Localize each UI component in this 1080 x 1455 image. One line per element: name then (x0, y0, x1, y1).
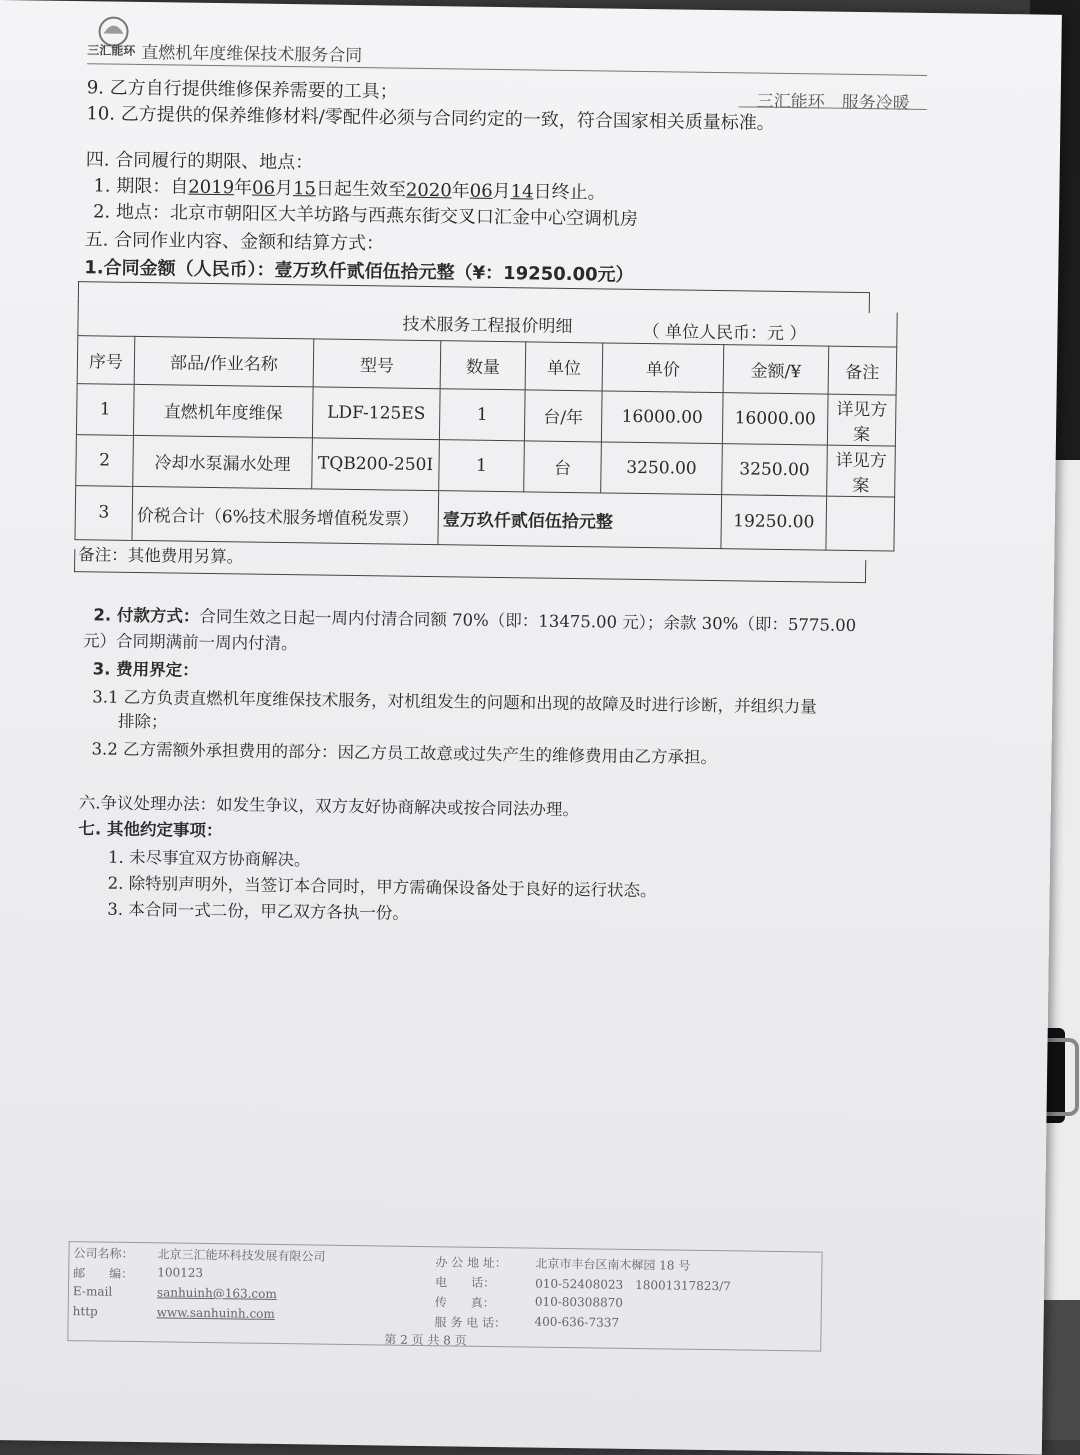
cell-total-amount: 19250.00 (721, 494, 827, 549)
month-label: 月 (274, 177, 294, 200)
cell-total-no: 3 (75, 485, 133, 540)
section7-item: 1. 未尽事宜双方协商解决。 (107, 847, 311, 870)
footer-email-label: E-mail (72, 1284, 113, 1299)
cell-amount: 3250.00 (722, 443, 828, 495)
cell-name: 冷却水泵漏水处理 (133, 435, 313, 488)
end-suffix: 日终止。 (533, 181, 606, 204)
cell-remark: 详见方案 (827, 445, 896, 497)
amount-label: 1.合同金额（人民币）： (84, 257, 275, 281)
footer-service-label: 服 务 电 话： (434, 1315, 507, 1331)
footer-office-label: 办 公 地 址： (435, 1255, 507, 1271)
col-header-price: 单价 (602, 342, 724, 392)
item-9: 9. 乙方自行提供维修保养需要的工具； (86, 77, 398, 103)
item-10: 10. 乙方提供的保养维修材料/零配件必须与合同约定的一致，符合国家相关质量标准。 (86, 103, 775, 134)
cell-unit: 台 (524, 440, 602, 492)
cell-no: 1 (76, 383, 134, 435)
col-header-model: 型号 (313, 338, 441, 388)
cell-unit: 台/年 (524, 389, 602, 441)
fees-heading: 3. 费用界定： (92, 659, 199, 680)
section7-item: 2. 除特别声明外，当签订本合同时，甲方需确保设备处于良好的运行状态。 (107, 873, 657, 901)
col-header-name: 部品/作业名称 (134, 336, 314, 386)
clause-3-1-cont: 排除； (117, 711, 168, 732)
section6-text: 六.争议处理办法：如发生争议，双方友好协商解决或按合同法办理。 (78, 793, 580, 820)
cell-price: 16000.00 (601, 390, 723, 443)
end-day: 14 (510, 181, 534, 203)
footer-fax-label: 传 真： (434, 1295, 495, 1311)
section7-item: 3. 本合同一式二份，甲乙双方各执一份。 (107, 899, 409, 923)
clause-3-1: 3.1 乙方负责直燃机年度维保技术服务，对机组发生的问题和出现的故障及时进行诊断，并组织力量 (92, 687, 817, 717)
section7-heading: 七. 其他约定事项： (78, 819, 223, 841)
year-label: 年 (233, 177, 253, 199)
footer-http-label: http (72, 1304, 98, 1319)
footer-phone: 010-52408023 18001317823/7 (535, 1276, 731, 1294)
year-label-2: 年 (451, 180, 470, 202)
cell-model: LDF-125ES (312, 386, 440, 439)
payment-text: 合同生效之日起一周内付清合同额 70%（即：13475.00 元）；余款 30%（即：5775.00 (199, 606, 857, 636)
cell-name: 直燃机年度维保 (133, 384, 313, 437)
cell-total-words: 壹万玖仟贰佰伍拾元整 (438, 490, 722, 548)
col-header-qty: 数量 (440, 340, 526, 389)
table-unit-note: （ 单位人民币：元 ） (642, 322, 807, 345)
header-brand: 三汇能环 (87, 43, 136, 58)
footer-company: 北京三汇能环科技发展有限公司 (157, 1247, 326, 1264)
cell-qty: 1 (439, 439, 525, 491)
end-month: 06 (469, 180, 493, 202)
header-title: 直燃机年度维保技术服务合同 (141, 42, 363, 67)
cell-total-remark (826, 496, 895, 551)
cell-price: 3250.00 (601, 441, 723, 494)
table-title: 技术服务工程报价明细 (402, 314, 573, 338)
col-header-remark: 备注 (828, 346, 897, 395)
start-month: 06 (251, 177, 276, 199)
footer-service: 400-636-7337 (534, 1314, 620, 1330)
footer-phone-label: 电 话： (435, 1275, 496, 1291)
payment-line2: 元）合同期满前一周内付清。 (82, 631, 298, 654)
cell-qty: 1 (439, 388, 525, 440)
end-year: 2020 (405, 179, 452, 202)
section4-heading: 四. 合同履行的期限、地点： (85, 149, 314, 174)
footer-website-link[interactable]: www.sanhuinh.com (156, 1305, 275, 1321)
amount-value: 壹万玖仟贰佰伍拾元整（¥：19250.00元） (274, 259, 634, 286)
start-day: 15 (292, 178, 317, 200)
cell-no: 2 (76, 434, 134, 486)
section5-heading: 五. 合同作业内容、金额和结算方式： (84, 229, 385, 255)
quote-table (74, 301, 897, 551)
clause-3-2: 3.2 乙方需额外承担费用的部分：因乙方员工故意或过失产生的维修费用由乙方承担。 (91, 739, 718, 768)
table-remark: 备注：其他费用另算。 (78, 545, 244, 567)
col-header-amount: 金额/¥ (723, 344, 829, 393)
col-header-no: 序号 (77, 335, 135, 384)
month-label-2: 月 (492, 180, 511, 203)
col-header-unit: 单位 (525, 341, 603, 390)
footer-fax: 010-80308870 (534, 1294, 624, 1310)
term-prefix: 1. 期限：自 (93, 175, 189, 198)
cell-total-label: 价税合计（6%技术服务增值税发票） (132, 486, 439, 544)
cell-model: TQB200-250I (312, 437, 440, 490)
start-suffix: 日起生效至 (315, 178, 407, 201)
page-number: 第 2 页 共 8 页 (384, 1332, 467, 1348)
payment-heading: 2. 付款方式： (93, 605, 200, 626)
footer-zip-label: 邮 编： (73, 1266, 134, 1281)
footer-zip: 100123 (157, 1265, 204, 1280)
footer-office: 北京市丰台区南木樨园 18 号 (535, 1256, 691, 1273)
footer-email-link[interactable]: sanhuinh@163.com (156, 1285, 277, 1301)
cell-remark: 详见方案 (827, 394, 896, 446)
cell-amount: 16000.00 (722, 392, 828, 444)
footer-box (67, 1241, 822, 1352)
header-right-tag: 三汇能环 服务冷暖 (756, 91, 910, 114)
location-line: 2. 地点：北京市朝阳区大羊坊路与西燕东街交叉口汇金中心空调机房 (92, 201, 639, 230)
footer-company-label: 公司名称： (73, 1246, 134, 1261)
start-year: 2019 (188, 176, 235, 199)
table-total-row (75, 485, 895, 550)
